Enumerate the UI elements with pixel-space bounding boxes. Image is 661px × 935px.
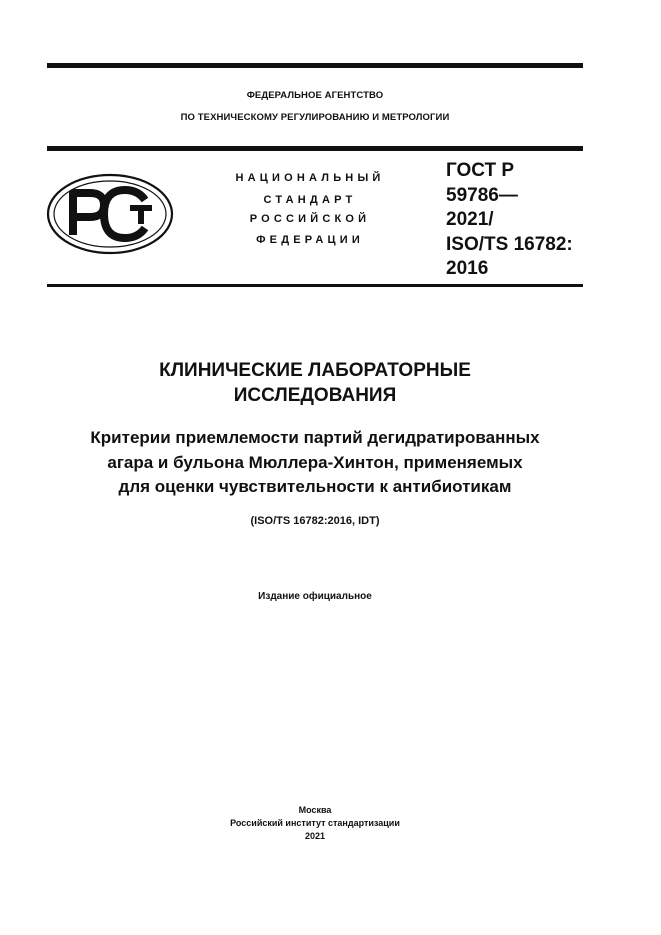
- designation-line4: ISO/TS 16782:: [446, 234, 573, 255]
- publication-year: 2021: [304, 831, 326, 841]
- agency-name-line1: ФЕДЕРАЛЬНОЕ АГЕНТСТВО: [246, 90, 384, 101]
- header-divider: [47, 146, 583, 151]
- publication-city: Москва: [298, 805, 332, 815]
- document-title-line2: ИССЛЕДОВАНИЯ: [233, 385, 397, 406]
- title-block-divider: [47, 284, 583, 287]
- document-subtitle-line3: для оценки чувствительности к антибиотикам: [118, 477, 512, 496]
- document-title-line1: КЛИНИЧЕСКИЕ ЛАБОРАТОРНЫЕ: [159, 360, 471, 381]
- designation-line3: 2021/: [446, 209, 494, 230]
- standard-type-line2: СТАНДАРТ: [263, 194, 357, 206]
- designation-line2: 59786—: [446, 185, 518, 206]
- standard-type-line4: ФЕДЕРАЦИИ: [256, 234, 364, 246]
- rst-emblem-icon: [46, 173, 174, 255]
- top-divider: [47, 63, 583, 68]
- edition-note: Издание официальное: [258, 591, 372, 602]
- publisher-name: Российский институт стандартизации: [230, 818, 400, 828]
- agency-name-line2: ПО ТЕХНИЧЕСКОМУ РЕГУЛИРОВАНИЮ И МЕТРОЛОГИИ: [180, 112, 450, 123]
- document-subtitle-line2: агара и бульона Мюллера-Хинтон, применяемых: [107, 453, 523, 472]
- standard-type-line3: РОССИЙСКОЙ: [249, 213, 371, 225]
- iso-reference: (ISO/TS 16782:2016, IDT): [250, 515, 380, 527]
- designation-line5: 2016: [446, 258, 489, 279]
- designation-line1: ГОСТ Р: [446, 160, 515, 181]
- standard-type-line1: НАЦИОНАЛЬНЫЙ: [235, 172, 385, 184]
- document-subtitle-line1: Критерии приемлемости партий дегидратированных: [90, 428, 540, 447]
